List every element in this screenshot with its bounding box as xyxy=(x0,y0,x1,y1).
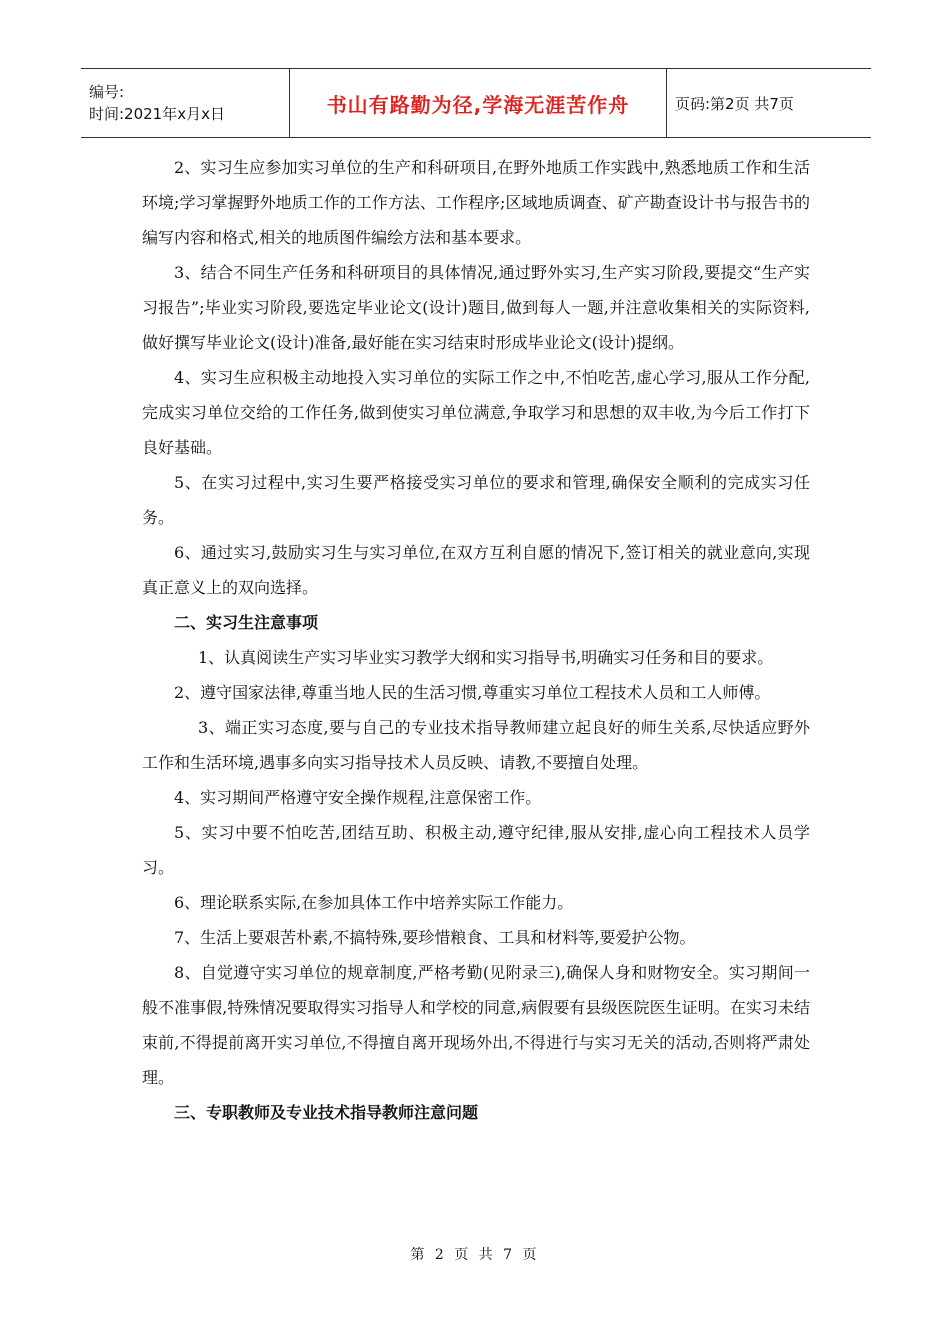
page-header xyxy=(81,68,871,138)
page-info-text: 页码:第2页 共7页 xyxy=(675,94,794,113)
paragraph: 4、实习生应积极主动地投入实习单位的实际工作之中,不怕吃苦,虚心学习,服从工作分配,完成实习单位交给的工作任务,做到使实习单位满意,争取学习和思想的双丰收,为今后工作打下良好基础。 xyxy=(142,368,810,457)
document-body xyxy=(142,150,810,1130)
header-motto-cell xyxy=(290,69,667,137)
list-item: 2、遵守国家法律,尊重当地人民的生活习惯,尊重实习单位工程技术人员和工人师傅。 xyxy=(174,683,771,702)
list-item: 1、认真阅读生产实习毕业实习教学大纲和实习指导书,明确实习任务和目的要求。 xyxy=(198,648,774,667)
list-item: 8、自觉遵守实习单位的规章制度,严格考勤(见附录三),确保人身和财物安全。实习期间一般不准事假,特殊情况要取得实习指导人和学校的同意,病假要有县级医院医生证明。在实习未结束前,不得提前离开实习单位,不得擅自离开现场外出,不得进行与实习无关的活动,否则将严肃处理。 xyxy=(142,963,810,1087)
paragraph: 5、在实习过程中,实习生要严格接受实习单位的要求和管理,确保安全顺利的完成实习任务。 xyxy=(142,473,810,527)
paragraph: 2、实习生应参加实习单位的生产和科研项目,在野外地质工作实践中,熟悉地质工作和生活环境;学习掌握野外地质工作的工作方法、工作程序;区域地质调查、矿产勘查设计书与报告书的编写内容和格式,相关的地质图件编绘方法和基本要求。 xyxy=(142,158,810,247)
section-heading: 二、实习生注意事项 xyxy=(174,613,319,632)
list-item: 4、实习期间严格遵守安全操作规程,注意保密工作。 xyxy=(174,788,542,807)
list-item: 5、实习中要不怕吃苦,团结互助、积极主动,遵守纪律,服从安排,虚心向工程技术人员学习。 xyxy=(142,823,810,877)
document-number-label: 编号: xyxy=(89,83,125,101)
section-heading: 三、专职教师及专业技术指导教师注意问题 xyxy=(174,1103,479,1122)
list-item: 7、生活上要艰苦朴素,不搞特殊,要珍惜粮食、工具和材料等,要爱护公物。 xyxy=(174,928,696,947)
paragraph: 3、结合不同生产任务和科研项目的具体情况,通过野外实习,生产实习阶段,要提交“生产实习报告”;毕业实习阶段,要选定毕业论文(设计)题目,做到每人一题,并注意收集相关的实际资料,做好撰写毕业论文(设计)准备,最好能在实习结束时形成毕业论文(设计)提纲。 xyxy=(142,263,810,352)
document-date: 时间:2021年x月x日 xyxy=(89,105,225,123)
paragraph: 6、通过实习,鼓励实习生与实习单位,在双方互利自愿的情况下,签订相关的就业意向,实现真正意义上的双向选择。 xyxy=(142,543,810,597)
list-item: 6、理论联系实际,在参加具体工作中培养实际工作能力。 xyxy=(174,893,574,912)
page-footer: 第 2 页 共 7 页 xyxy=(410,1247,540,1263)
motto-text: 书山有路勤为径,学海无涯苦作舟 xyxy=(326,92,630,117)
header-meta xyxy=(81,69,290,137)
list-item: 3、端正实习态度,要与自己的专业技术指导教师建立起良好的师生关系,尽快适应野外工作和生活环境,遇事多向实习指导技术人员反映、请教,不要擅自处理。 xyxy=(142,718,810,772)
header-page-info xyxy=(667,69,794,137)
